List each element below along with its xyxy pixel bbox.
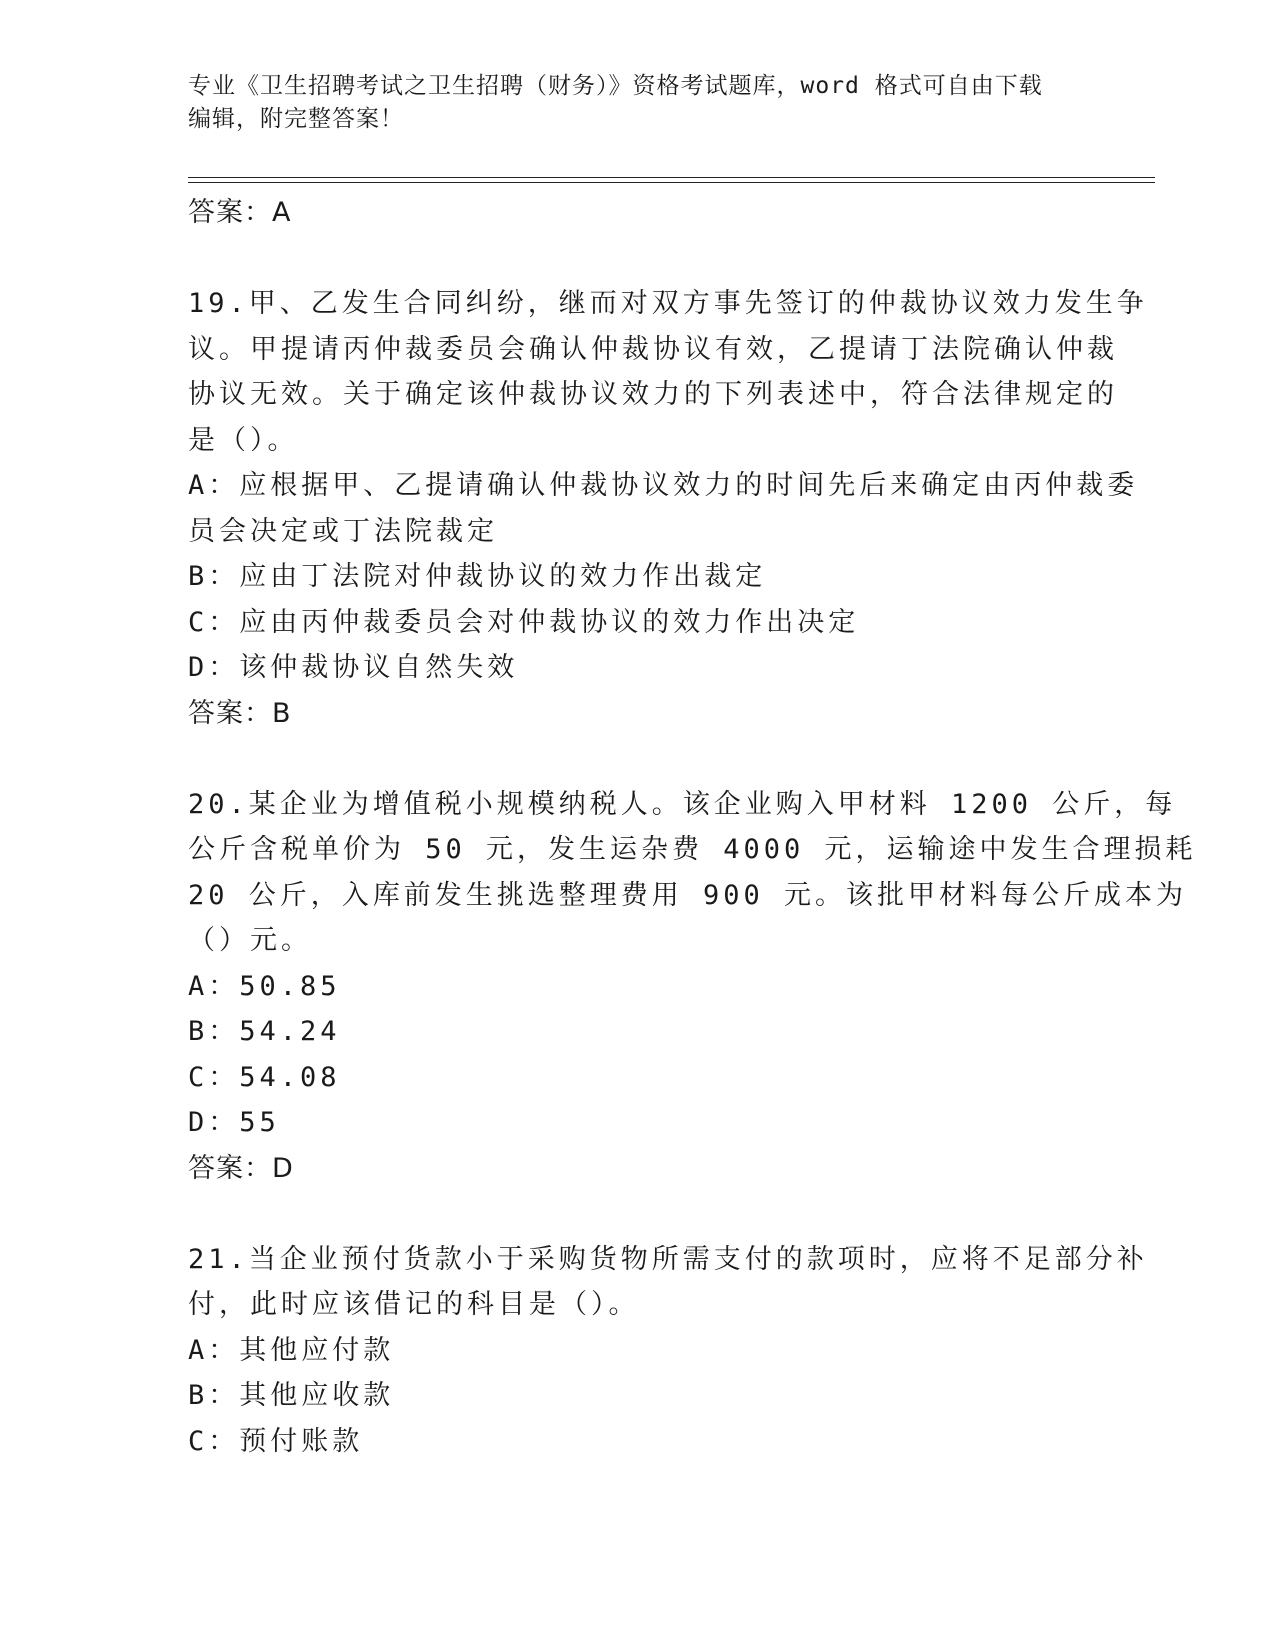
header-rule-top [188, 177, 1155, 178]
question-content [188, 190, 1197, 1464]
question-19-option-c: C：应由丙仲裁委员会对仲裁协议的效力作出决定 [188, 606, 860, 638]
question-21 [188, 1237, 1148, 1465]
question-19-option-a: A：应根据甲、乙提请确认仲裁协议效力的时间先后来确定由丙仲裁委 [188, 470, 1139, 501]
answer-prev: 答案：A [188, 197, 292, 228]
question-20-option-a: A：50.85 [188, 970, 341, 1002]
question-20-stem-line: 20 公斤，入库前发生挑选整理费用 900 元。该批甲材料每公斤成本为 [188, 879, 1188, 911]
question-20 [188, 782, 1197, 1192]
question-19-stem-line: 是（）。 [188, 424, 299, 456]
question-21-option-a: A：其他应付款 [188, 1334, 395, 1366]
header-rule-bottom [188, 182, 1155, 183]
question-19-answer: 答案：B [188, 697, 292, 729]
question-19-stem-line: 19.甲、乙发生合同纠纷，继而对双方事先签订的仲裁协议效力发生争 [188, 288, 1148, 319]
question-20-stem-line: （）元。 [188, 925, 312, 956]
question-20-option-c: C：54.08 [188, 1061, 341, 1093]
question-21-stem-line: 21.当企业预付货款小于采购货物所需支付的款项时，应将不足部分补 [188, 1243, 1148, 1275]
page-header [188, 70, 1088, 136]
question-19-option-a-cont: 员会决定或丁法院裁定 [188, 515, 498, 547]
question-20-stem-line: 公斤含税单价为 50 元，发生运杂费 4000 元，运输途中发生合理损耗 [188, 834, 1197, 865]
question-19-option-b: B：应由丁法院对仲裁协议的效力作出裁定 [188, 561, 767, 592]
question-20-option-d: D：55 [188, 1107, 280, 1138]
header-line-1: 专业《卫生招聘考试之卫生招聘（财务）》资格考试题库，word 格式可自由下载 [188, 73, 1043, 99]
question-19-option-d: D：该仲裁协议自然失效 [188, 652, 519, 683]
question-20-stem-line: 20.某企业为增值税小规模纳税人。该企业购入甲材料 1200 公斤，每 [188, 788, 1177, 820]
question-21-stem-line: 付，此时应该借记的科目是（）。 [188, 1289, 640, 1320]
question-21-option-b: B：其他应收款 [188, 1380, 395, 1411]
header-line-2: 编辑，附完整答案！ [188, 106, 404, 132]
question-19 [188, 281, 1148, 736]
question-19-stem-line: 议。甲提请丙仲裁委员会确认仲裁协议有效，乙提请丁法院确认仲裁 [188, 333, 1118, 365]
question-20-answer: 答案：D [188, 1152, 294, 1184]
question-21-option-c: C：预付账款 [188, 1425, 364, 1457]
question-20-option-b: B：54.24 [188, 1016, 341, 1047]
question-19-stem-line: 协议无效。关于确定该仲裁协议效力的下列表述中，符合法律规定的 [188, 379, 1118, 410]
